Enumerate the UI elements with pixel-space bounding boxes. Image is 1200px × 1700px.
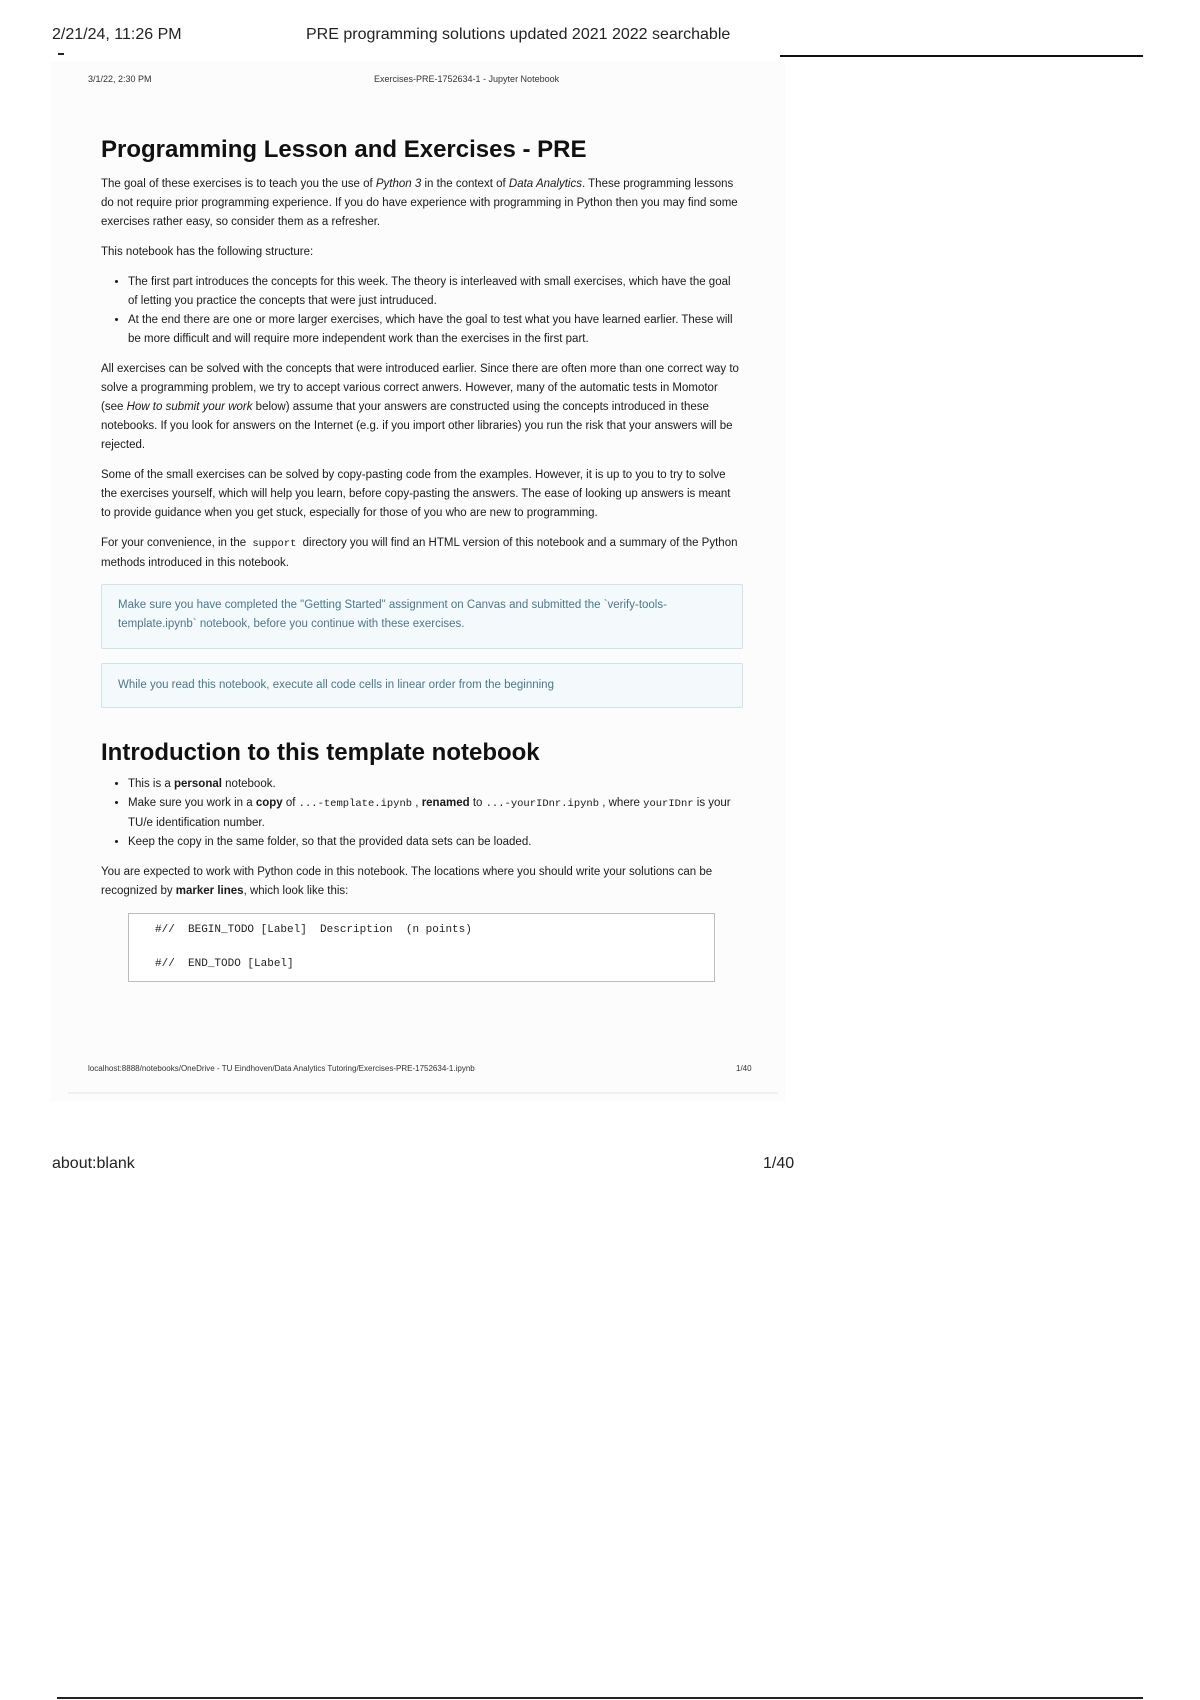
marker-code-block <box>128 913 715 982</box>
template-rules-list <box>101 775 743 852</box>
template-filename-code: ...-template.ipynb <box>298 798 413 810</box>
print-document-title: PRE programming solutions updated 2021 2022 searchable <box>306 26 731 43</box>
marker-lines-bold: marker lines <box>175 885 244 897</box>
support-directory-code: support <box>252 538 297 550</box>
execution-order-alert: While you read this notebook, execute all code cells in linear order from the beginning <box>101 663 743 708</box>
page-bottom-edge <box>68 1092 778 1094</box>
solved-paragraph: All exercises can be solved with the concepts that were introduced earlier. Since there are often more than one correct way to solve a programming problem, we try to accept various correct anwers. However, many of the automatic tests in Momotor (see How to submit your work below) assume that your answers are constructed using the concepts introduced in these notebooks. If you look for answers on the Internet (e.g. if you import other libraries) you run the risk that your answers will be rejected. <box>101 363 739 451</box>
renamed-filename-code: ...-yourIDnr.ipynb <box>485 798 600 810</box>
copy-paste-paragraph: Some of the small exercises can be solved by copy-pasting code from the examples. However, it is up to you to try to solve the exercises yourself, which will help you learn, before copy-pasting the answers. The ease of looking up answers is meant to provide guidance when you get stuck, especially for those of you who are new to programming. <box>101 469 731 519</box>
getting-started-alert: Make sure you have completed the "Getting Started" assignment on Canvas and submitted the `verify-tools-template.ipynb` notebook, before you continue with these exercises. <box>101 584 743 649</box>
list-item: • The first part introduces the concepts for this week. The theory is interleaved with small exercises, which have the goal of letting you practice the concepts that were just intruduced. <box>128 273 743 311</box>
renamed-bold: renamed <box>421 797 470 809</box>
intro-paragraph: The goal of these exercises is to teach you the use of Python 3 in the context of Data Analytics. These programming lessons do not require prior programming experience. If you do have experience with programming in Python then you may find some exercises rather easy, so consider them as a refresher. <box>101 178 738 228</box>
data-analytics-emphasis: Data Analytics <box>508 178 582 190</box>
header-mark <box>58 53 64 55</box>
page-title: Programming Lesson and Exercises - PRE <box>101 136 587 163</box>
support-paragraph: For your convenience, in the support directory you will find an HTML version of this notebook and a summary of the Python methods introduced in this notebook. <box>101 537 738 569</box>
end-todo-line: #// END_TODO [Label] <box>155 958 294 970</box>
notebook-page-number: 1/40 <box>736 1064 752 1073</box>
id-number-code: yourIDnr <box>643 798 694 810</box>
notebook-print-datetime: 3/1/22, 2:30 PM <box>88 74 152 84</box>
personal-bold: personal <box>174 778 222 790</box>
footer-rule <box>57 1697 1143 1699</box>
list-item: • Keep the copy in the same folder, so that the provided data sets can be loaded. <box>128 833 743 852</box>
structure-intro: This notebook has the following structure: <box>101 246 314 258</box>
print-url: about:blank <box>52 1155 135 1172</box>
print-datetime: 2/21/24, 11:26 PM <box>52 26 182 43</box>
section-heading: Introduction to this template notebook <box>101 739 540 766</box>
begin-todo-line: #// BEGIN_TODO [Label] Description (n points) <box>155 924 472 936</box>
notebook-url: localhost:8888/notebooks/OneDrive - TU Eindhoven/Data Analytics Tutoring/Exercises-PRE-1752634-1.ipynb <box>88 1064 475 1073</box>
list-item: • At the end there are one or more larger exercises, which have the goal to test what you have learned earlier. These will be more difficult and will require more independent work than the exercises in the first part. <box>128 311 743 349</box>
python-3-emphasis: Python 3 <box>375 178 422 190</box>
marker-lines-paragraph: You are expected to work with Python code in this notebook. The locations where you should write your solutions can be recognized by marker lines, which look like this: <box>101 866 713 897</box>
notebook-content <box>101 128 743 982</box>
list-item: • Make sure you work in a copy of ...-template.ipynb , renamed to ...-yourIDnr.ipynb , where yourIDnr is your TU/e identification number. <box>128 794 743 833</box>
copy-bold: copy <box>255 797 283 809</box>
notebook-print-title: Exercises-PRE-1752634-1 - Jupyter Notebook <box>374 74 560 84</box>
header-rule <box>780 55 1143 57</box>
print-page-number: 1/40 <box>763 1155 795 1172</box>
list-item: • This is a personal notebook. <box>128 775 743 794</box>
submit-work-emphasis: How to submit your work <box>126 401 253 413</box>
structure-list <box>101 273 743 349</box>
